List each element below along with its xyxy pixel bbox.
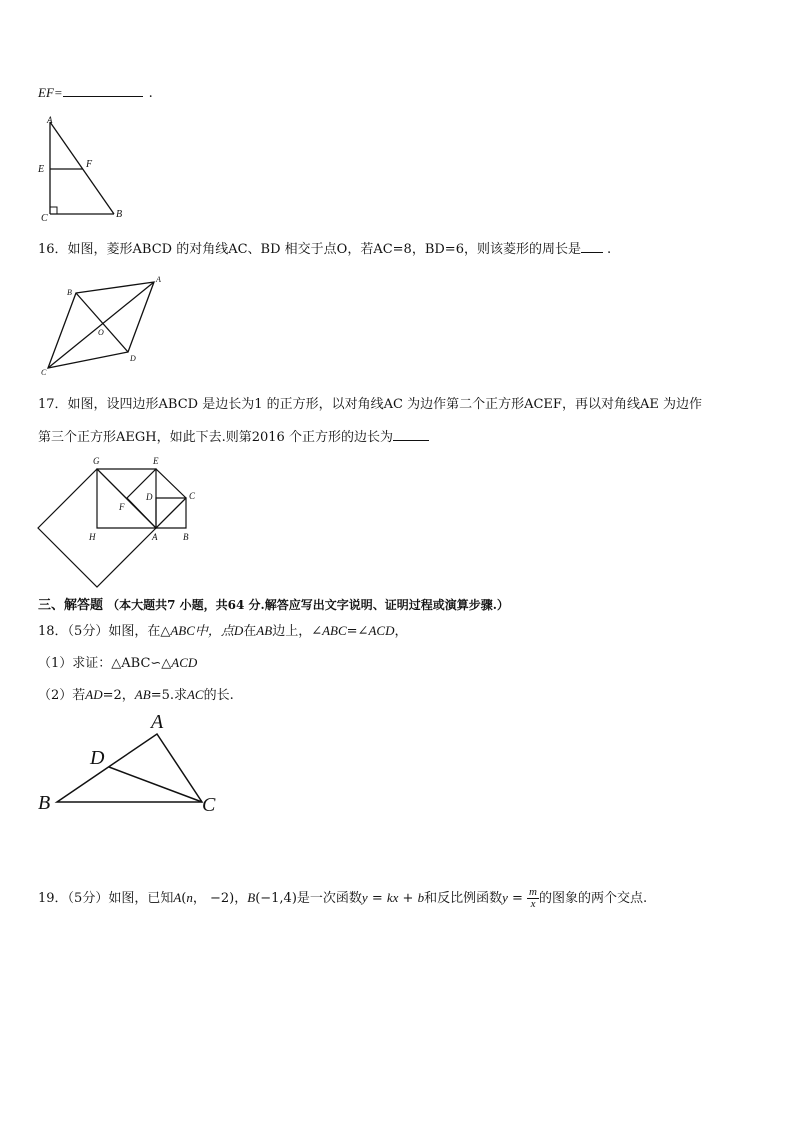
q19-h: y — [361, 890, 368, 905]
q19-fraction-denominator: x — [530, 898, 536, 910]
q18-intro-h: ABC — [322, 623, 347, 638]
q16-figure — [34, 270, 174, 380]
q15-label-f: F — [86, 159, 93, 170]
q16-label-a: A — [156, 275, 161, 284]
q18-segment-cd — [109, 767, 202, 802]
q17-label-h: H — [89, 532, 96, 542]
q19-n: y — [502, 890, 508, 905]
q19-e: ， −2)， — [192, 891, 248, 906]
q18-part2-a: （2）若 — [38, 688, 86, 703]
q18-part2-d: AB — [134, 687, 151, 702]
q19-j: kx — [386, 890, 399, 905]
q19-i: = — [367, 891, 387, 906]
q18-intro-d: D — [233, 623, 244, 638]
q16-text: 16．如图，菱形ABCD 的对角线AC、BD 相交于点O，若AC=8，BD=6，则该菱形的周长是 — [38, 242, 581, 257]
q18-part2-c: =2， — [102, 688, 135, 703]
q17-label-d: D — [146, 492, 153, 502]
q19-g: (−1,4)是一次函数 — [255, 891, 362, 906]
q16-label-c: C — [41, 368, 47, 377]
q17-label-e: E — [153, 456, 159, 466]
q15-label-b: B — [116, 209, 123, 220]
q19-c: ( — [181, 891, 187, 906]
q19-d: n — [186, 890, 193, 905]
q18-intro-j: ACD — [368, 623, 395, 638]
q17-line1: 17．如图，设四边形ABCD 是边长为1 的正方形，以对角线AC 为边作第二个正方形ACEF，再以对角线AE 为边作 — [38, 397, 702, 412]
q17-line2 — [38, 428, 429, 447]
q18-intro-g: 边上，∠ — [272, 624, 323, 639]
q19-a: 19．（5分）如图，已知 — [38, 891, 174, 906]
q15-label-c: C — [41, 213, 48, 224]
q18-intro-k: ， — [394, 624, 408, 639]
q17-label-f: F — [119, 502, 125, 512]
q18-part1-a: （1）求证：△ABC∽△ — [38, 656, 172, 671]
q17-blank[interactable] — [393, 428, 429, 441]
q16-diagonal-bd — [76, 293, 128, 352]
q18-intro-i: =∠ — [346, 624, 369, 639]
q19-q: 的图象的两个交点. — [539, 891, 648, 906]
q17-label-g: G — [93, 456, 100, 466]
q15-blank[interactable] — [63, 84, 143, 97]
q18-label-d: D — [90, 747, 105, 769]
q16-question — [38, 240, 611, 259]
q18-intro — [38, 622, 407, 641]
q18-triangle-abc — [57, 734, 202, 802]
q19-l: b — [417, 890, 425, 905]
q17-diagonal-ac — [156, 498, 186, 528]
q18-intro-e: 在 — [243, 624, 257, 639]
q19-f: B — [247, 890, 256, 905]
q18-part1-b: ACD — [171, 655, 198, 670]
q19-m: 和反比例函数 — [424, 891, 503, 906]
q18-part2-f: AC — [186, 687, 204, 702]
q17-label-b: B — [183, 532, 189, 542]
q17-figure — [30, 452, 210, 592]
q16-blank[interactable] — [581, 240, 603, 253]
q19-k: + — [398, 891, 418, 906]
q16-suffix: . — [606, 242, 612, 257]
q15-right-angle-mark — [50, 207, 57, 214]
q18-figure — [34, 708, 230, 818]
q18-label-b: B — [38, 792, 51, 814]
q19-fraction-numerator: m — [529, 886, 537, 898]
q18-intro-a: 18．（5分）如图，在△ — [38, 624, 171, 639]
q15-prefix: EF= — [38, 85, 63, 100]
q18-intro-f: AB — [256, 623, 273, 638]
q19-b: A — [173, 890, 182, 905]
section3-note: （本大题共7 小题，共64 分.解答应写出文字说明、证明过程或演算步骤.） — [107, 598, 509, 612]
q16-label-d: D — [130, 354, 136, 363]
q18-intro-c: 中，点 — [194, 623, 234, 638]
q18-label-a: A — [151, 711, 164, 733]
q19-question — [38, 887, 647, 910]
q17-label-a: A — [152, 532, 158, 542]
q18-part2-g: 的长. — [203, 688, 234, 703]
q17-line2-text: 第三个正方形AEGH，如此下去.则第2016 个正方形的边长为 — [38, 430, 393, 445]
q15-label-a: A — [47, 115, 53, 125]
q19-fraction — [527, 887, 539, 910]
q18-part2-e: =5.求 — [150, 688, 187, 703]
q16-label-b: B — [67, 288, 72, 297]
section3-heading — [38, 596, 509, 615]
q18-part1 — [38, 654, 197, 673]
section3-title: 三、解答题 — [38, 598, 104, 613]
q17-label-c: C — [189, 491, 196, 501]
q18-intro-b: ABC — [170, 623, 195, 638]
q18-part2-b: AD — [85, 687, 103, 702]
q15-suffix: . — [148, 86, 153, 101]
q18-part2 — [38, 686, 234, 705]
q15-answer-line — [38, 84, 153, 103]
q19-o: = — [507, 891, 528, 906]
q18-label-c: C — [202, 794, 216, 816]
q15-figure — [30, 112, 130, 224]
q15-segment-ab — [50, 122, 114, 214]
q16-label-o: O — [98, 328, 104, 337]
q15-label-e: E — [38, 164, 45, 175]
